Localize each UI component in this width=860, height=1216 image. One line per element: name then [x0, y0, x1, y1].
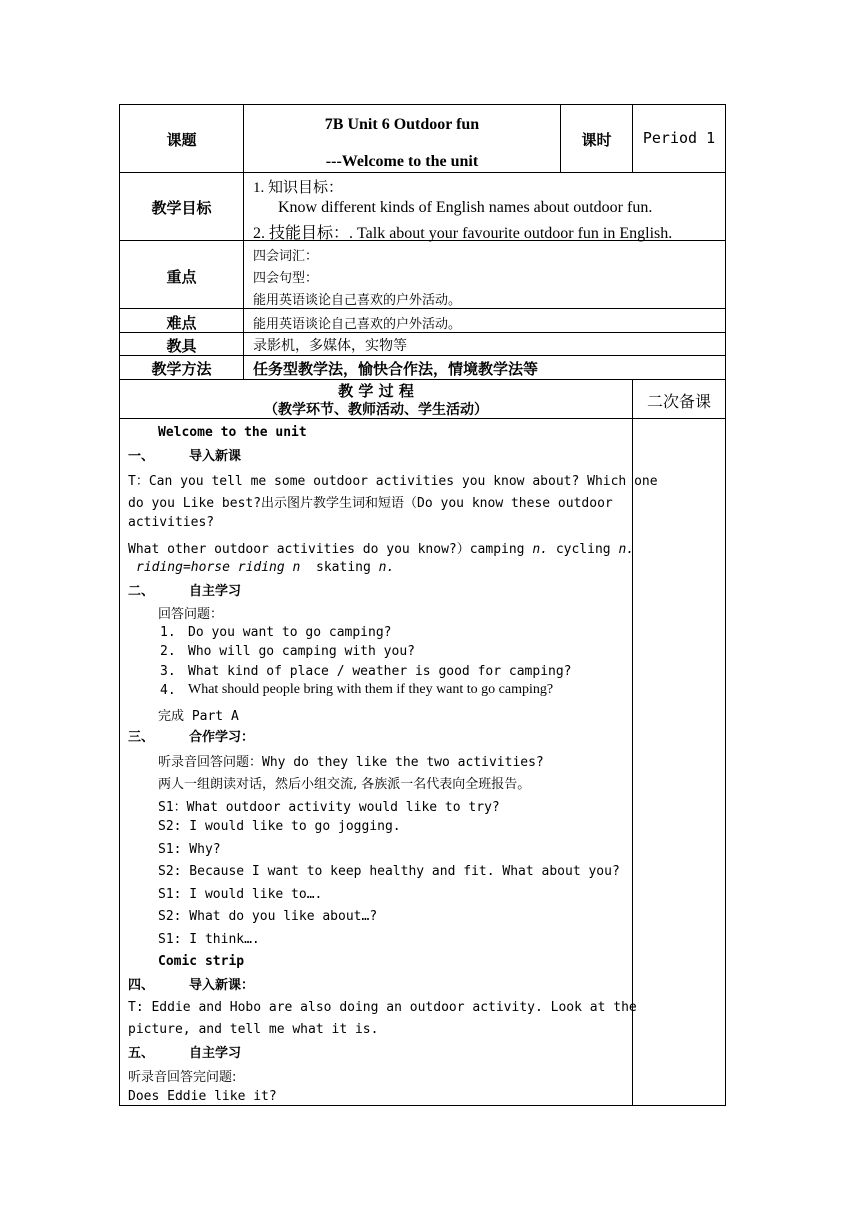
aids-value: 录影机，多媒体，实物等: [253, 338, 407, 354]
q1-num: 1.: [160, 625, 176, 640]
section-5-number: 五、: [128, 1046, 155, 1061]
methods-label: 教学方法: [151, 360, 212, 378]
process-subtitle: （教学环节、教师活动、学生活动）: [264, 402, 488, 418]
listen-answer-label: 听录音回答完问题:: [128, 1070, 237, 1085]
section-2-number: 二、: [128, 584, 155, 599]
teacher-line-2: do you Like best?出示图片教学生词和短语（Do you know these outdoor: [128, 496, 613, 511]
objective-skill: 2. 技能目标：. Talk about your favourite outdoor fun in English.: [253, 225, 673, 242]
objective-knowledge-detail: Know different kinds of English names about outdoor fun.: [278, 199, 653, 216]
q2-num: 2.: [160, 644, 176, 659]
lesson-subtitle: ---Welcome to the unit: [325, 153, 479, 170]
comic-strip-title: Comic strip: [158, 954, 245, 969]
section-2-title: 自主学习: [189, 584, 242, 599]
key-vocab: 四会词汇：: [253, 249, 319, 264]
word-skating: skating: [316, 560, 371, 575]
section-4-number: 四、: [128, 978, 155, 993]
dialogue-line-6: S2: What do you like about…?: [158, 909, 378, 924]
teacher2-line-2: picture, and tell me what it is.: [128, 1022, 379, 1037]
section-3-number: 三、: [128, 730, 155, 745]
key-points-label: 重点: [166, 268, 197, 286]
objectives-label: 教学目标: [151, 199, 212, 217]
process-title: 教 学 过 程: [338, 382, 414, 400]
answer-label: 回答问题：: [158, 607, 224, 622]
section-1-title: 导入新课: [189, 449, 242, 464]
pair-work: 两人一组朗读对话，然后小组交流, 各族派一名代表向全班报告。: [158, 777, 531, 792]
methods-value: 任务型教学法，愉快合作法，情境教学法等: [253, 360, 539, 378]
section-4-title: 导入新课：: [189, 978, 255, 993]
aids-label: 教具: [166, 337, 197, 355]
dialogue-line-4: S2: Because I want to keep healthy and fit. What about you?: [158, 864, 620, 879]
key-sentences: 四会句型：: [253, 271, 319, 286]
teacher2-line-1: T: Eddie and Hobo are also doing an outdoor activity. Look at the: [128, 1000, 637, 1015]
q4-num: 4.: [160, 683, 176, 698]
dialogue-line-5: S1: I would like to….: [158, 887, 323, 902]
difficulties-label: 难点: [166, 314, 197, 332]
dialogue-line-2: S2: I would like to go jogging.: [158, 819, 401, 834]
question-4: What should people bring with them if they want to go camping?: [188, 682, 554, 697]
noun-mark-2: n.: [618, 542, 635, 557]
noun-mark-3: n.: [378, 560, 395, 575]
dialogue-line-1: S1：What outdoor activity would like to try?: [158, 800, 500, 815]
subject-label: 课题: [166, 131, 197, 149]
word-riding: riding=horse riding n: [136, 560, 301, 575]
section-3-title: 合作学习：: [189, 730, 255, 745]
section-5-title: 自主学习: [189, 1046, 242, 1061]
noun-mark-1: n.: [532, 542, 548, 557]
teacher-line-3: activities?: [128, 515, 215, 530]
teacher-line-4: [128, 538, 634, 557]
period-value: Period 1: [642, 129, 716, 147]
objective-knowledge: 1. 知识目标：: [253, 180, 344, 196]
period-label: 课时: [581, 131, 612, 149]
listen-question: 听录音回答问题：Why do they like the two activities?: [158, 755, 544, 770]
word-cycling: cycling: [555, 542, 611, 557]
q3-num: 3.: [160, 664, 176, 679]
question-2: Who will go camping with you?: [188, 644, 415, 659]
key-goal: 能用英语谈论自己喜欢的户外活动。: [253, 293, 462, 308]
question-3: What kind of place / weather is good for camping?: [188, 664, 572, 679]
welcome-title: Welcome to the unit: [158, 425, 307, 440]
dialogue-line-7: S1: I think….: [158, 932, 260, 947]
section-1-number: 一、: [128, 449, 155, 464]
last-question: Does Eddie like it?: [128, 1089, 277, 1104]
activities-question: What other outdoor activities do you know?）camping: [128, 542, 525, 557]
second-prep-label: 二次备课: [646, 392, 711, 411]
lesson-title: 7B Unit 6 Outdoor fun: [324, 116, 480, 133]
difficulties-value: 能用英语谈论自己喜欢的户外活动。: [253, 317, 462, 332]
question-1: Do you want to go camping?: [188, 625, 392, 640]
dialogue-line-3: S1: Why?: [158, 842, 221, 857]
teacher-line-1: T：Can you tell me some outdoor activities you know about? Which one: [128, 474, 658, 489]
teacher-line-5: [136, 560, 394, 575]
complete-part-a: 完成 Part A: [158, 709, 239, 724]
